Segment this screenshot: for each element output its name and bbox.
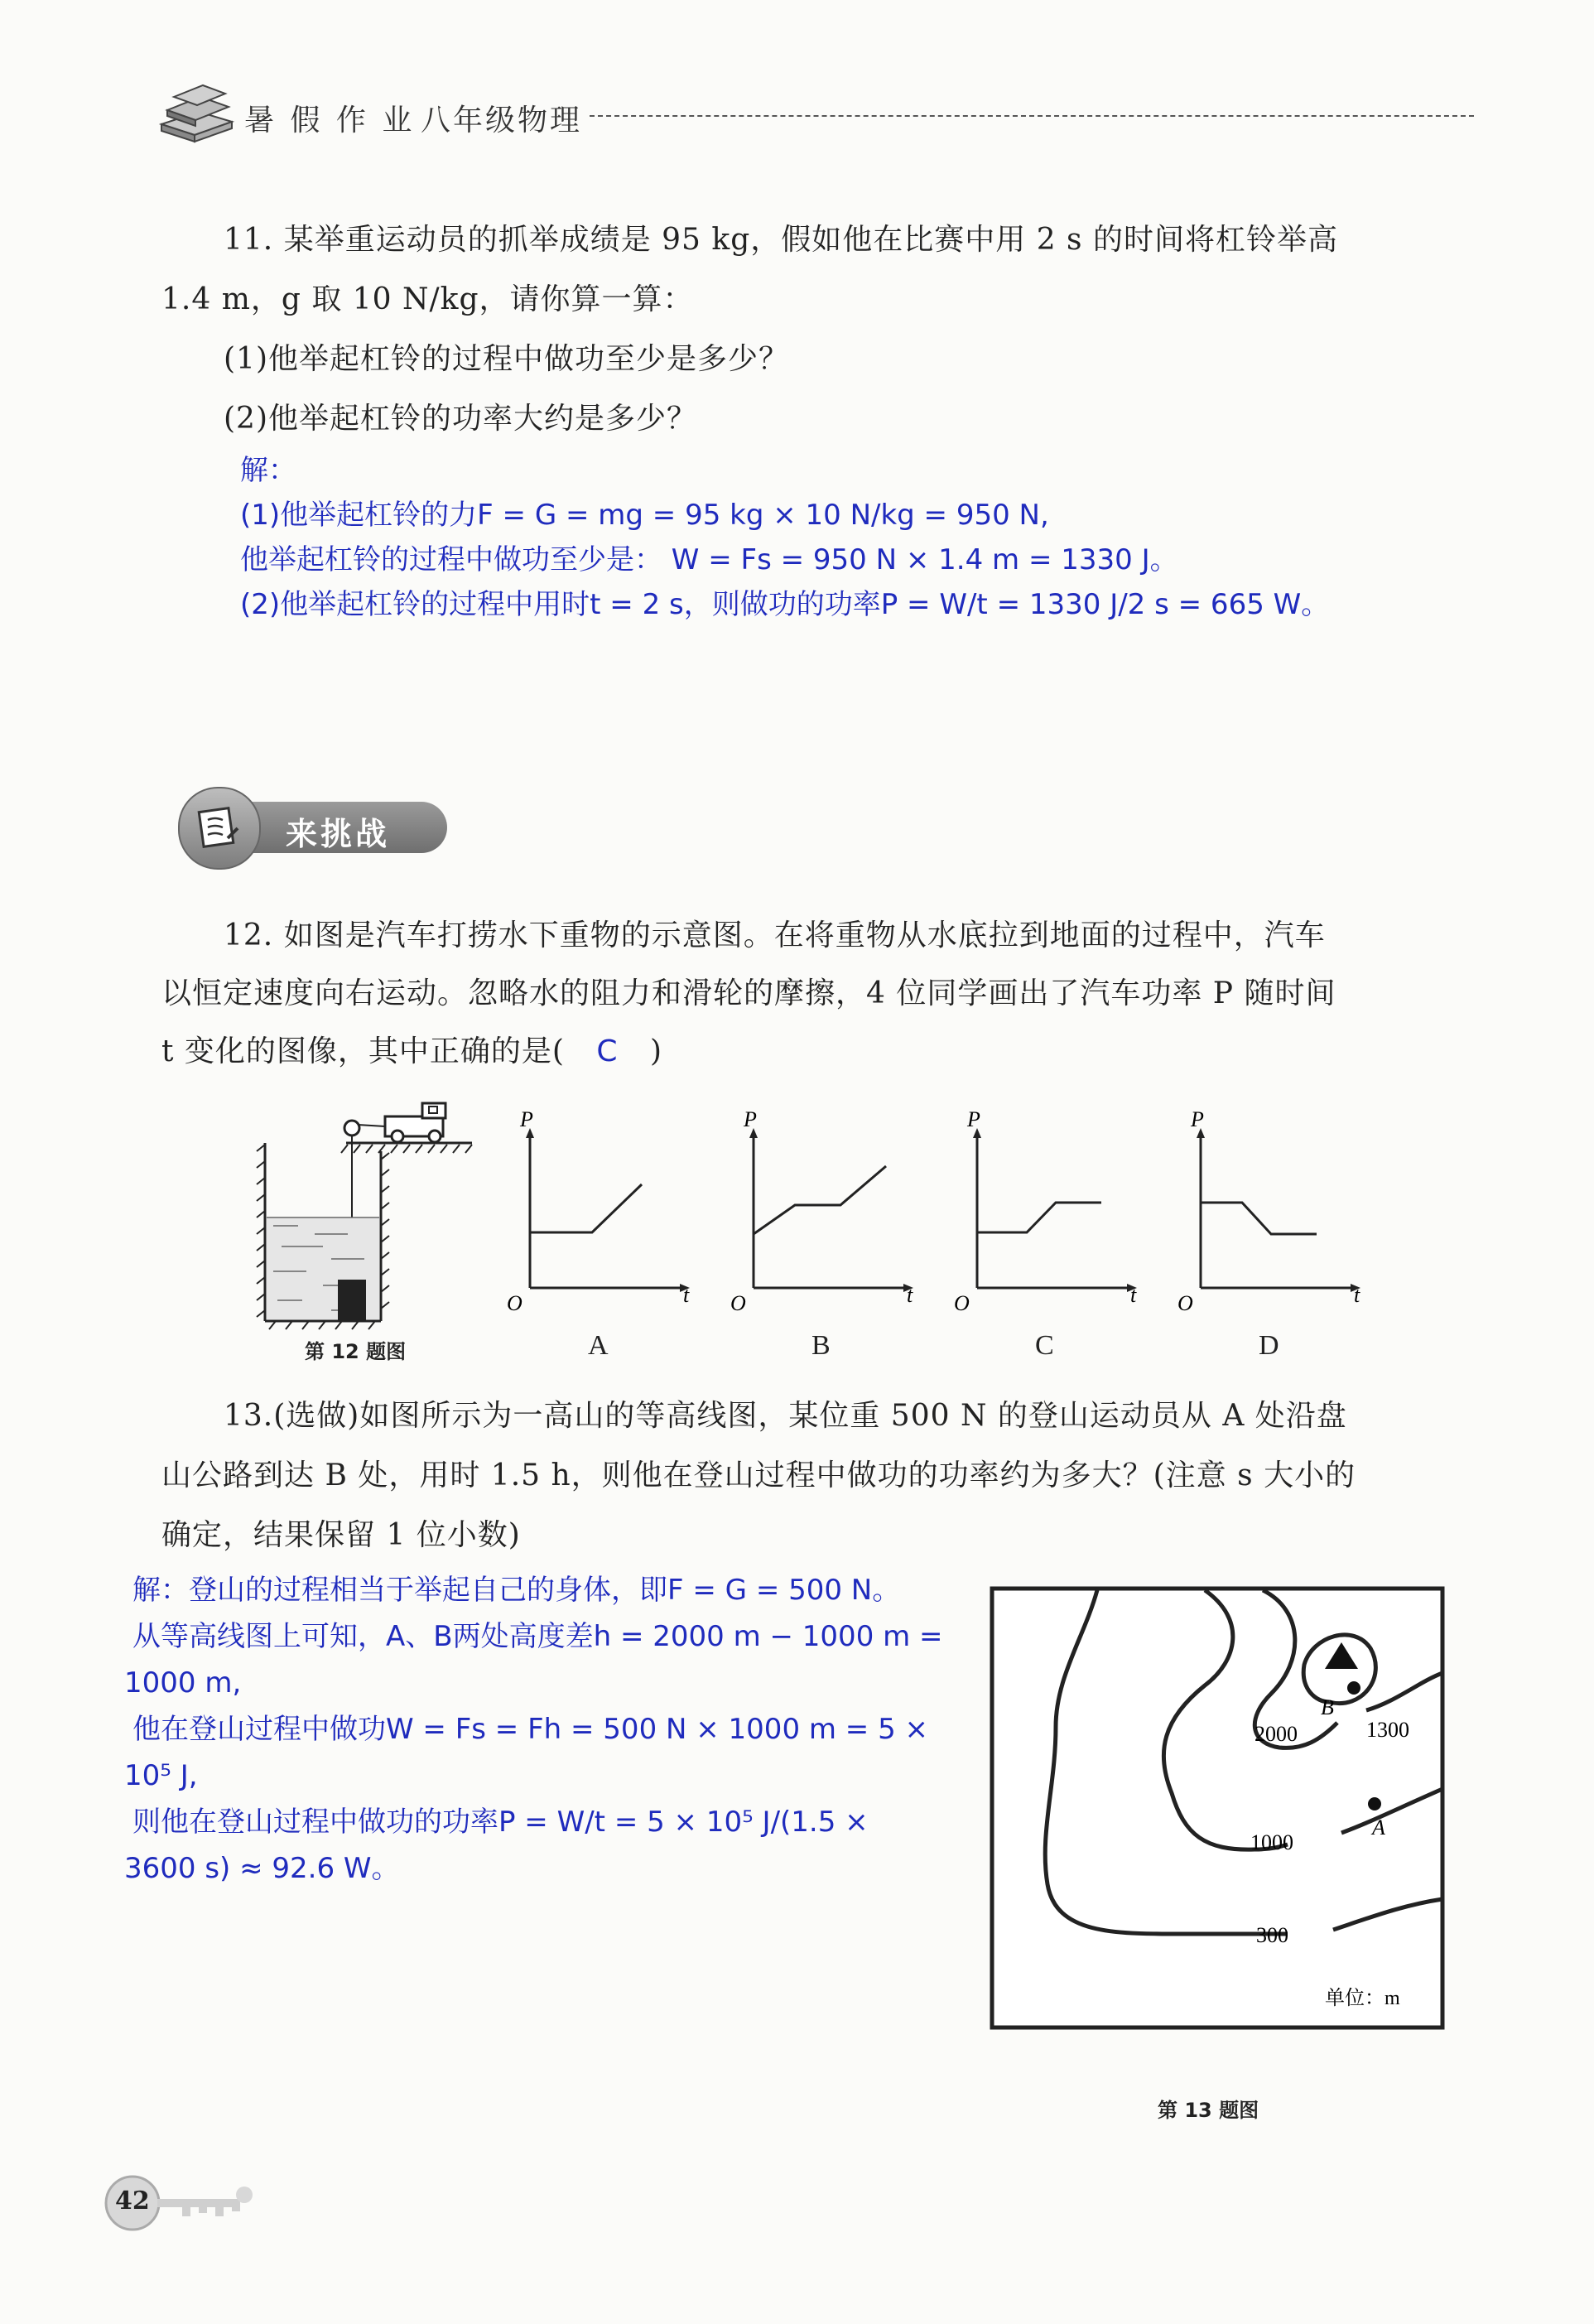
q12-option-a: A [588, 1330, 609, 1361]
map-unit: 单位：m [1325, 1988, 1400, 2009]
q12-option-d: D [1259, 1330, 1279, 1361]
map-point-b: B [1321, 1695, 1334, 1719]
q13-figure-caption: 第 13 题图 [1158, 2099, 1259, 2122]
q12-graph-c [952, 1110, 1147, 1317]
graph-b-x-label: t [907, 1283, 913, 1307]
graph-d-origin: O [1177, 1291, 1193, 1315]
graph-c-y-label: P [967, 1110, 980, 1131]
q12-graph-b [729, 1110, 923, 1317]
q12-truck-figure [248, 1093, 480, 1333]
graph-d-x-label: t [1354, 1283, 1360, 1307]
q11-answer-label: 解： [240, 454, 296, 487]
q11-line1: 11. 某举重运动员的抓举成绩是 95 kg，假如他在比赛中用 2 s 的时间将杠铃举高 [224, 223, 1338, 257]
graph-b-y-label: P [744, 1110, 757, 1131]
q12-graph-d [1176, 1110, 1370, 1317]
q13-answer-1: 解：登山的过程相当于举起自己的身体，即F = G = 500 N。 [132, 1574, 901, 1607]
q11-answer-2: 他举起杠铃的过程中做功至少是： W = Fs = 950 N × 1.4 m = 1330 J。 [240, 543, 1178, 576]
graph-c-origin: O [954, 1291, 970, 1315]
graph-c-x-label: t [1130, 1283, 1137, 1307]
notepad-icon [196, 805, 241, 850]
q11-answer-1: (1)他举起杠铃的力F = G = mg = 95 kg × 10 N/kg = 950 N, [240, 499, 1049, 532]
q12-answer: C [596, 1034, 619, 1068]
q12-line1: 12. 如图是汽车打捞水下重物的示意图。在将重物从水底拉到地面的过程中，汽车 [224, 919, 1326, 952]
section-banner [178, 787, 451, 870]
graph-a-y-label: P [520, 1110, 533, 1131]
section-title: 来挑战 [286, 816, 391, 852]
page-number: 42 [115, 2187, 150, 2216]
map-label-300: 300 [1256, 1923, 1288, 1947]
q13-contour-map [990, 1586, 1453, 2033]
graph-a-x-label: t [683, 1283, 690, 1307]
map-label-1300: 1300 [1366, 1718, 1409, 1742]
q13-answer-6: 则他在登山过程中做功的功率P = W/t = 5 × 10⁵ J/(1.5 × [132, 1806, 869, 1839]
q11-line2: 1.4 m，g 取 10 N/kg，请你算一算： [161, 282, 694, 316]
q11-sub2: (2)他举起杠铃的功率大约是多少？ [224, 402, 697, 436]
q12-option-c: C [1035, 1330, 1054, 1361]
q13-answer-3: 1000 m, [124, 1666, 242, 1700]
q13-answer-7: 3600 s) ≈ 92.6 W。 [124, 1852, 400, 1885]
map-label-1000: 1000 [1250, 1830, 1293, 1854]
header-title: 暑 假 作 业 [244, 104, 416, 137]
q13-answer-5: 10⁵ J, [124, 1759, 198, 1792]
q12-line3 [161, 1035, 662, 1068]
graph-d-y-label: P [1191, 1110, 1204, 1131]
map-label-2000: 2000 [1254, 1722, 1298, 1746]
q13-line3: 确定，结果保留 1 位小数) [161, 1518, 521, 1552]
q12-figure-caption: 第 12 题图 [305, 1340, 407, 1363]
q12-graph-a [505, 1110, 700, 1317]
q13-answer-4: 他在登山过程中做功W = Fs = Fh = 500 N × 1000 m = 5 × [132, 1713, 929, 1746]
map-point-a: A [1372, 1815, 1385, 1839]
header-subtitle: 八年级物理 [421, 104, 583, 137]
books-icon [157, 79, 236, 145]
q11-sub1: (1)他举起杠铃的过程中做功至少是多少？ [224, 342, 789, 376]
q12-line3-close: ) [650, 1034, 663, 1068]
q13-answer-2: 从等高线图上可知，A、B两处高度差h = 2000 m − 1000 m = [132, 1620, 943, 1653]
page-footer [95, 2170, 261, 2236]
graph-a-origin: O [507, 1291, 523, 1315]
q12-line3-text: t 变化的图像，其中正确的是( [161, 1034, 565, 1068]
q13-line1: 13.(选做)如图所示为一高山的等高线图，某位重 500 N 的登山运动员从 A 处沿盘 [224, 1399, 1347, 1433]
header-dashed-rule [590, 115, 1474, 117]
q11-answer-3: (2)他举起杠铃的过程中用时t = 2 s，则做功的功率P = W/t = 1330 J/2 s = 665 W。 [240, 588, 1330, 621]
q12-line2: 以恒定速度向右运动。忽略水的阻力和滑轮的摩擦，4 位同学画出了汽车功率 P 随时间 [161, 976, 1336, 1010]
header [157, 79, 1474, 153]
q12-option-b: B [811, 1330, 831, 1361]
graph-b-origin: O [730, 1291, 746, 1315]
q13-line2: 山公路到达 B 处，用时 1.5 h，则他在登山过程中做功的功率约为多大？(注意 s 大小的 [161, 1459, 1356, 1492]
